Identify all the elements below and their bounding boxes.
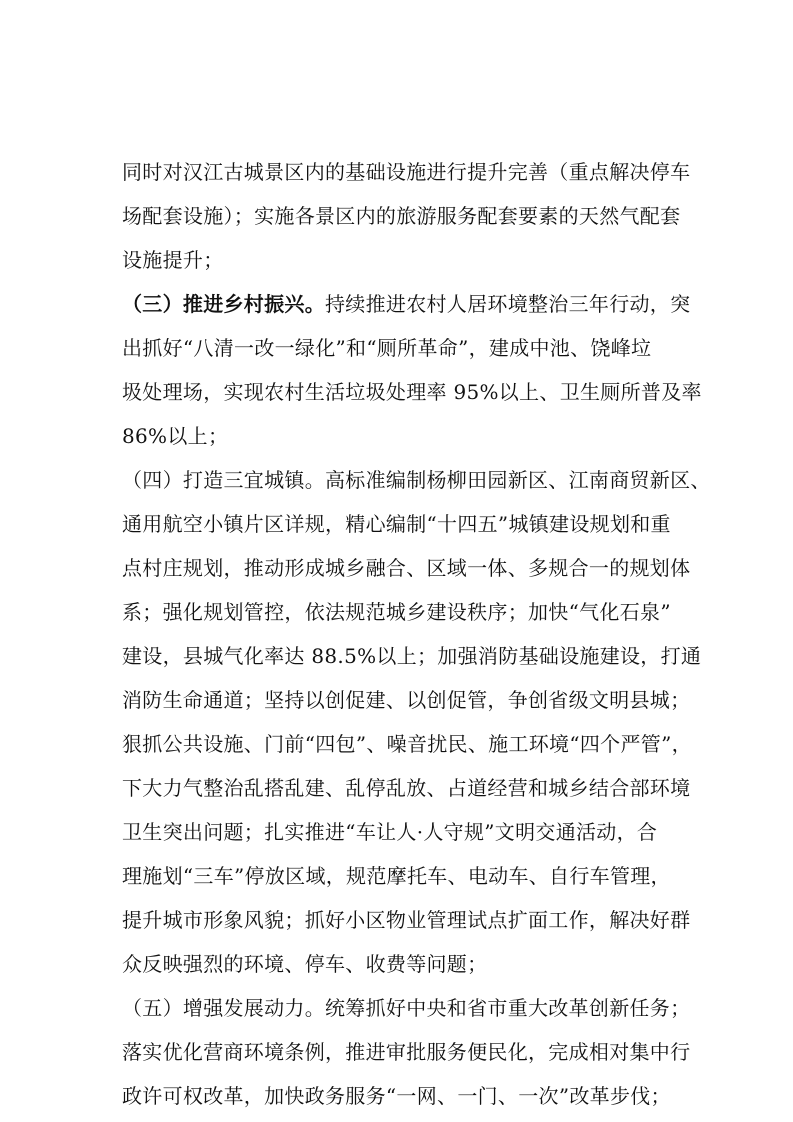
text-line: 下大力气整治乱搭乱建、乱停乱放、占道经营和城乡结合部环境	[122, 776, 691, 800]
text-line: 圾处理场，实现农村生活垃圾处理率 95%以上、卫生厕所普及率	[122, 380, 702, 404]
text-line: 理施划“三车”停放区域，规范摩托车、电动车、自行车管理，	[122, 864, 671, 888]
text-line: 出抓好“八清一改一绿化”和“厕所革命”，建成中池、饶峰垃	[122, 336, 652, 360]
section-heading: （三）推进乡村振兴。	[122, 292, 325, 316]
text-line: 政许可权改革，加快政务服务“一网、一门、一次”改革步伐；	[122, 1084, 671, 1108]
text-line: 落实优化营商环境条例，推进审批服务便民化，完成相对集中行	[122, 1040, 691, 1064]
text-line: 86%以上；	[122, 424, 229, 448]
text-line: 系；强化规划管控，依法规范城乡建设秩序；加快“气化石泉”	[122, 600, 671, 624]
text-line: 设施提升；	[122, 248, 224, 272]
text-span: 持续推进农村人居环境整治三年行动，突	[325, 292, 691, 316]
text-line: 众反映强烈的环境、停车、收费等问题；	[122, 952, 488, 976]
text-line: 点村庄规划，推动形成城乡融合、区域一体、多规合一的规划体	[122, 556, 691, 580]
text-line: 消防生命通道；坚持以创促建、以创促管，争创省级文明县城；	[122, 688, 691, 712]
text-line: 狠抓公共设施、门前“四包”、噪音扰民、施工环境“四个严管”，	[122, 732, 692, 756]
text-line: （五）增强发展动力。统筹抓好中央和省市重大改革创新任务；	[122, 996, 691, 1020]
text-line: 场配套设施）；实施各景区内的旅游服务配套要素的天然气配套	[122, 204, 681, 228]
text-line: 同时对汉江古城景区内的基础设施进行提升完善（重点解决停车	[122, 160, 691, 184]
text-line	[122, 289, 690, 319]
text-line: 建设，县城气化率达 88.5%以上；加强消防基础设施建设，打通	[122, 644, 702, 668]
text-line: 提升城市形象风貌；抓好小区物业管理试点扩面工作，解决好群	[122, 908, 691, 932]
text-line: （四）打造三宜城镇。高标准编制杨柳田园新区、江南商贸新区、	[122, 468, 711, 492]
text-line: 卫生突出问题；扎实推进“车让人·人守规”文明交通活动，合	[122, 820, 658, 844]
text-line: 通用航空小镇片区详规，精心编制“十四五”城镇建设规划和重	[122, 512, 671, 536]
